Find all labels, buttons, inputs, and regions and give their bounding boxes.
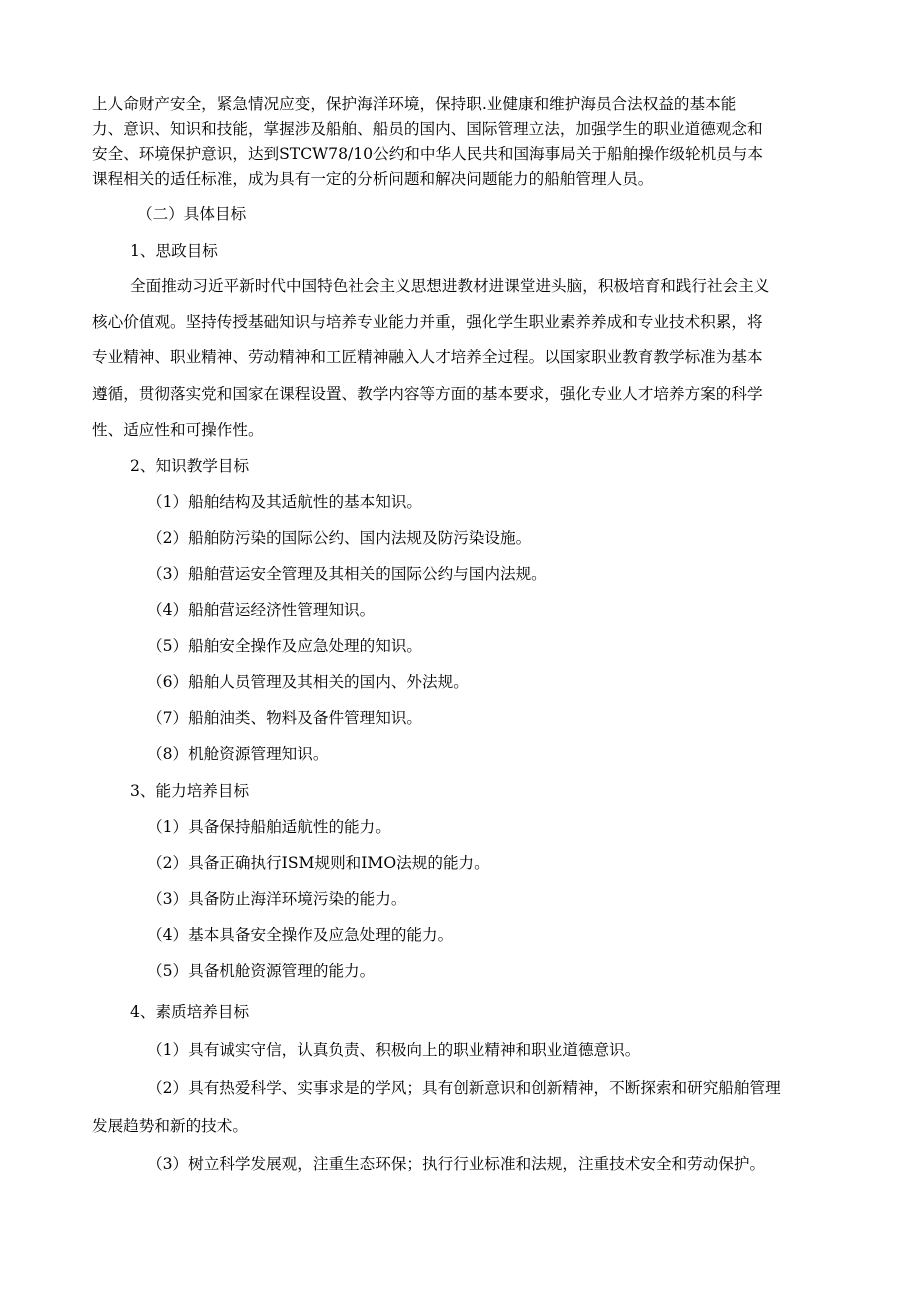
intro-line: 课程相关的适任标准，成为具有一定的分析问题和解决问题能力的船舶管理人员。 [92, 170, 654, 188]
ideology-heading: 1、思政目标 [130, 242, 218, 260]
quality-item: （1）具有诚实守信，认真负责、积极向上的职业精神和职业道德意识。 [147, 1041, 641, 1059]
knowledge-item: （5）船舶安全操作及应急处理的知识。 [147, 637, 423, 655]
intro-line: 安全、环境保护意识，达到STCW78/10公约和中华人民共和国海事局关于船舶操作级轮机员与本 [92, 145, 763, 163]
intro-line: 上人命财产安全，紧急情况应变，保护海洋环境，保持职.业健康和维护海员合法权益的基本能 [92, 95, 737, 113]
ideology-line: 专业精神、职业精神、劳动精神和工匠精神融入人才培养全过程。以国家职业教育教学标准为基本 [92, 348, 763, 366]
ideology-line: 性、适应性和可操作性。 [92, 421, 264, 439]
quality-item: （3）树立科学发展观，注重生态环保；执行行业标准和法规，注重技术安全和劳动保护。 [147, 1155, 766, 1173]
ideology-line: 核心价值观。坚持传授基础知识与培养专业能力并重，强化学生职业素养养成和专业技术积累，将 [92, 313, 763, 331]
knowledge-item: （7）船舶油类、物料及备件管理知识。 [147, 709, 423, 727]
ability-item: （5）具备机舱资源管理的能力。 [147, 962, 376, 980]
ability-heading: 3、能力培养目标 [130, 782, 250, 800]
ability-item: （3）具备防止海洋环境污染的能力。 [147, 890, 407, 908]
knowledge-item: （3）船舶营运安全管理及其相关的国际公约与国内法规。 [147, 565, 547, 583]
knowledge-heading: 2、知识教学目标 [130, 457, 250, 475]
quality-item: （2）具有热爱科学、实事求是的学风；具有创新意识和创新精神，不断探索和研究船舶管理 [147, 1079, 781, 1097]
intro-line: 力、意识、知识和技能，掌握涉及船舶、船员的国内、国际管理立法，加强学生的职业道德观念和 [92, 120, 763, 138]
ideology-line: 遵循，贯彻落实党和国家在课程设置、教学内容等方面的基本要求，强化专业人才培养方案的科学 [92, 385, 763, 403]
section-heading: （二）具体目标 [137, 205, 247, 223]
ability-item: （4）基本具备安全操作及应急处理的能力。 [147, 926, 454, 944]
quality-item-continuation: 发展趋势和新的技术。 [92, 1117, 248, 1135]
knowledge-item: （6）船舶人员管理及其相关的国内、外法规。 [147, 673, 469, 691]
ability-item: （2）具备正确执行ISM规则和IMO法规的能力。 [147, 854, 490, 872]
knowledge-item: （4）船舶营运经济性管理知识。 [147, 601, 376, 619]
knowledge-item: （2）船舶防污染的国际公约、国内法规及防污染设施。 [147, 529, 532, 547]
knowledge-item: （8）机舱资源管理知识。 [147, 745, 329, 763]
ideology-line: 全面推动习近平新时代中国特色社会主义思想进教材进课堂进头脑，积极培育和践行社会主义 [130, 277, 770, 295]
ability-item: （1）具备保持船舶适航性的能力。 [147, 818, 391, 836]
quality-heading: 4、素质培养目标 [130, 1003, 250, 1021]
knowledge-item: （1）船舶结构及其适航性的基本知识。 [147, 493, 423, 511]
